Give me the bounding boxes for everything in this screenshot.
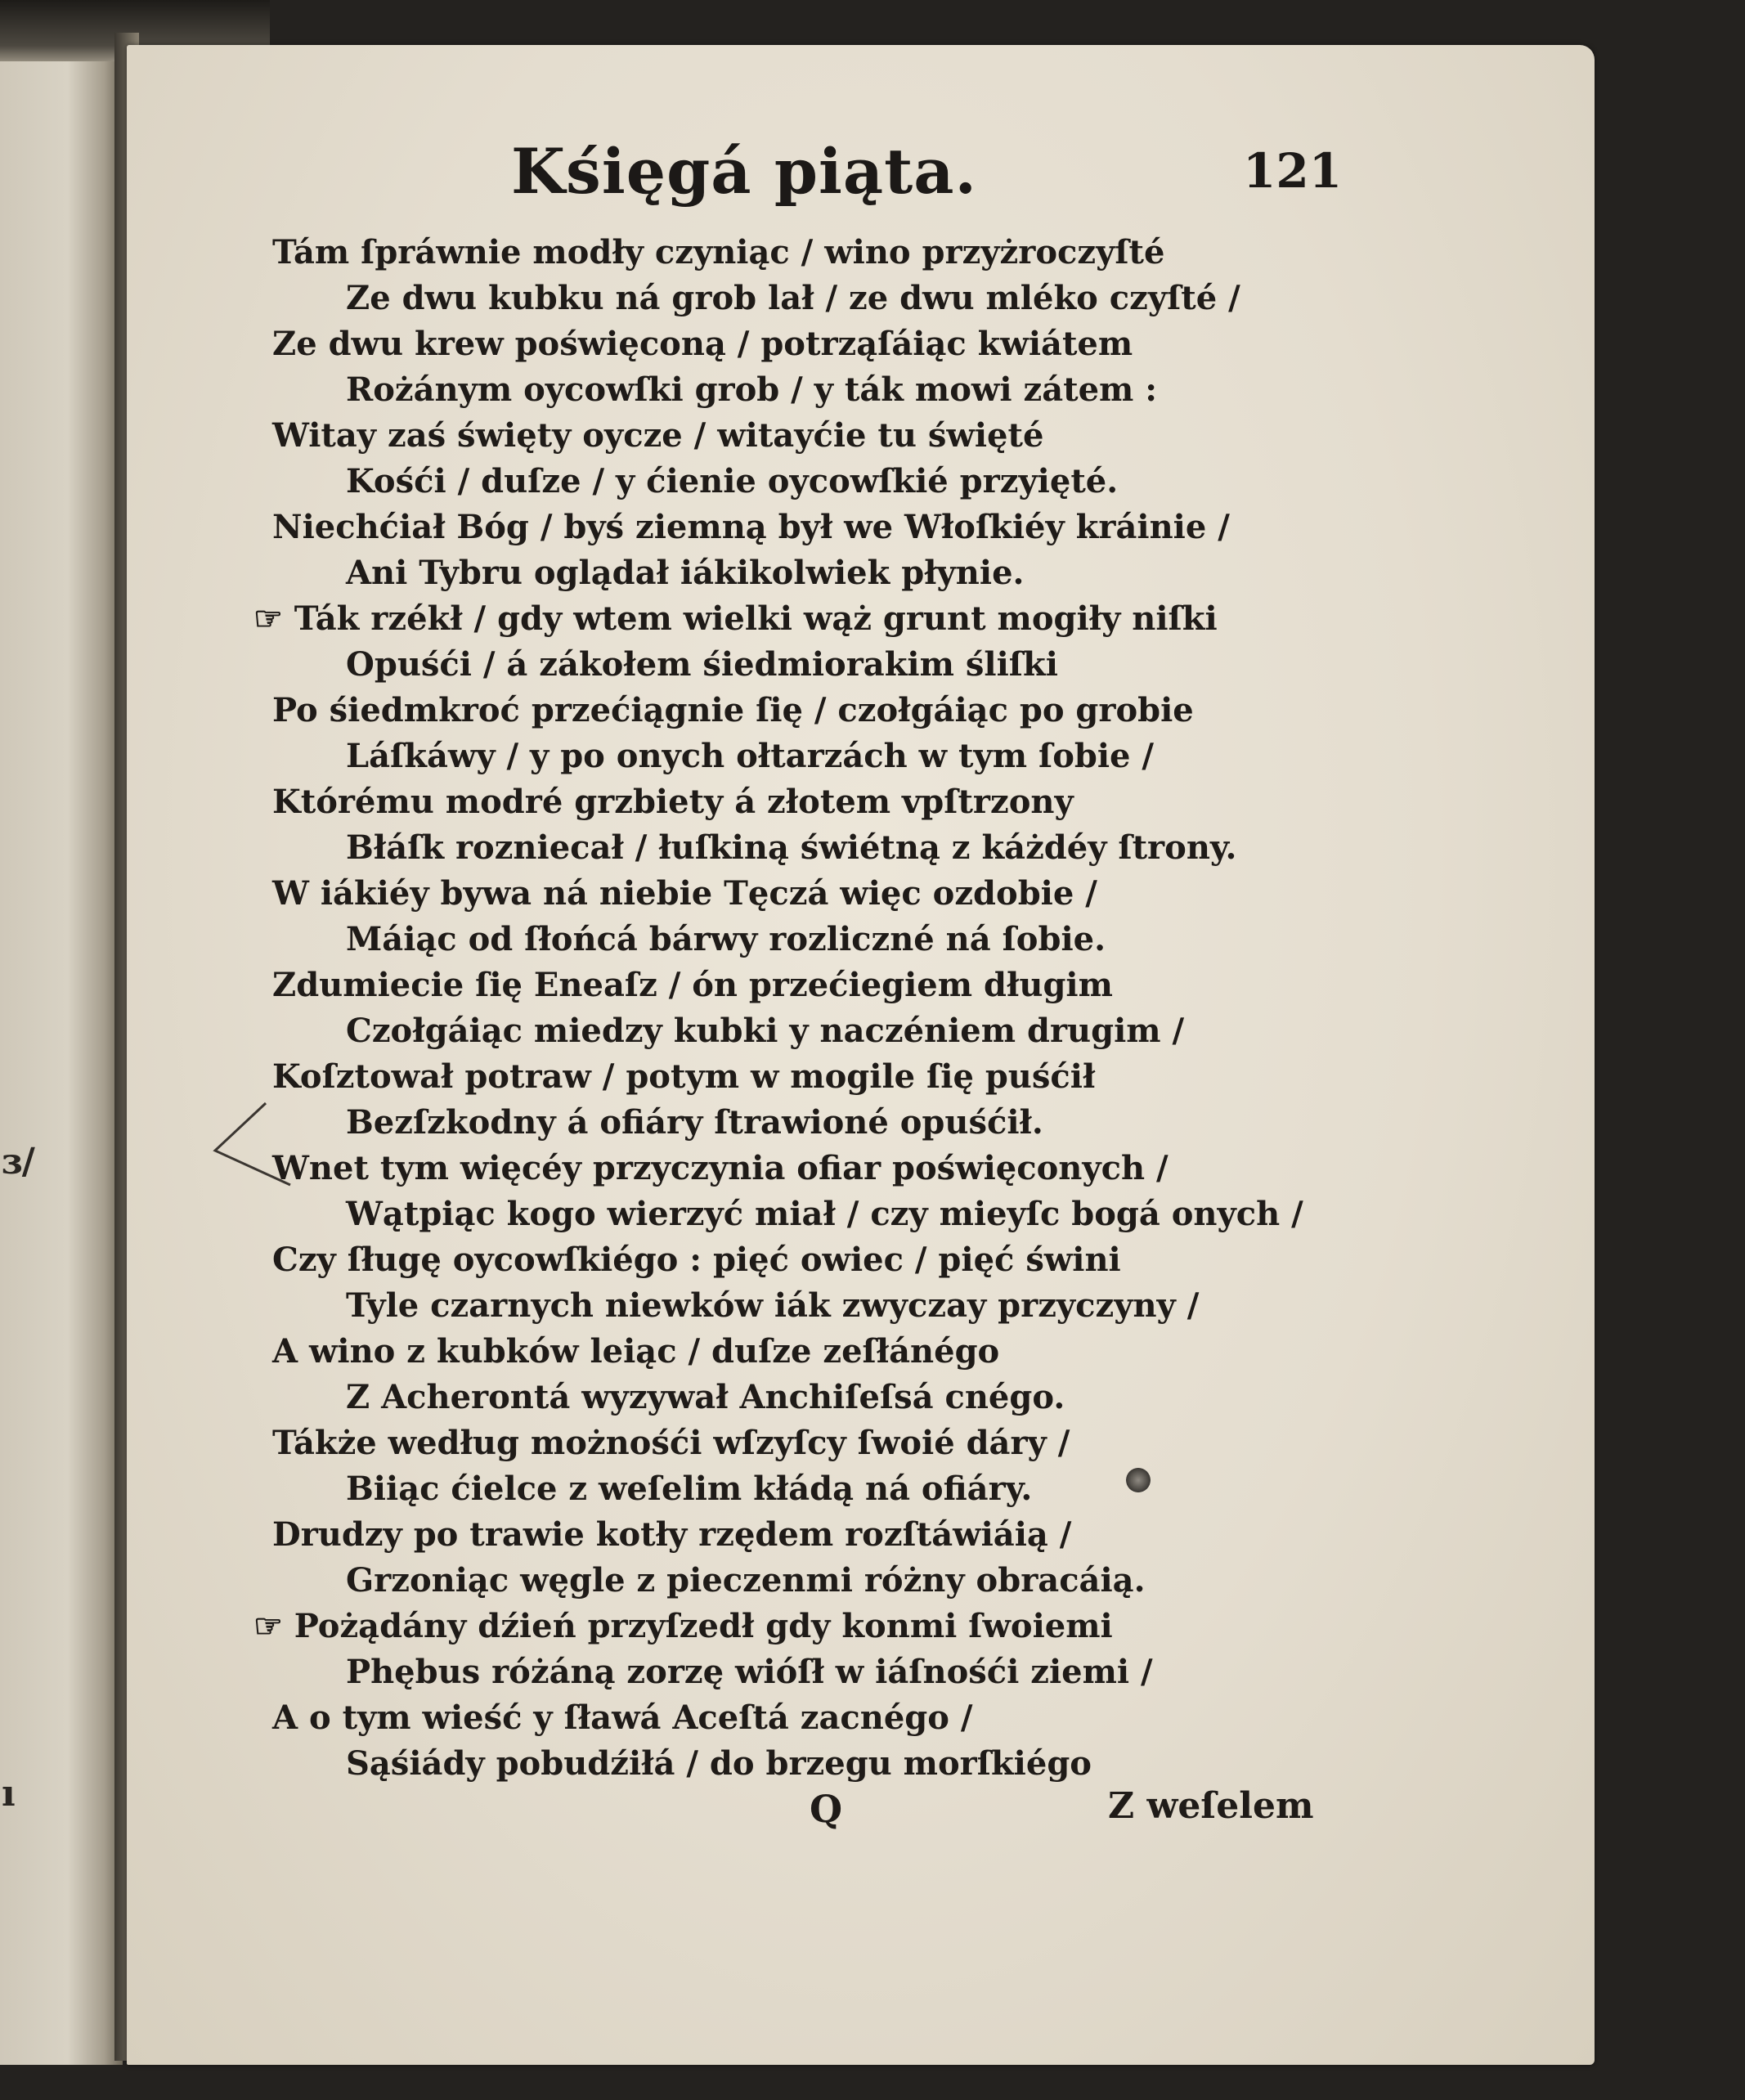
left-page-mark: ı xyxy=(2,1773,16,1815)
verse-line: Láſkáwy / y po onych ołtarzách w tym ſobie / xyxy=(346,737,1155,775)
verse-line: Ze dwu kubku ná grob lał / ze dwu mléko czyſté / xyxy=(346,279,1240,317)
verse-line: Ani Tybru oglądał iákikolwiek płynie. xyxy=(346,554,1025,592)
verse-line: Z Acherontá wyzywał Anchiſeſsá cnégo. xyxy=(346,1378,1065,1416)
verse-line: Kośći / duſze / y ćienie oycowſkié przyięté. xyxy=(346,462,1119,500)
verse-line: ☞ Ták rzékł / gdy wtem wielki wąż grunt mogiły niſki xyxy=(253,599,1218,638)
verse-line: Phębus różáną zorzę wióſł w iáſnośći ziemi / xyxy=(346,1653,1153,1691)
verse-line: Witay zaś święty oycze / witayćie tu święté xyxy=(272,416,1044,455)
verse-line: W iákiéy bywa ná niebie Tęczá więc ozdobie / xyxy=(272,874,1097,913)
running-head: Kśięgá piąta. xyxy=(511,135,977,208)
ink-blot xyxy=(1126,1468,1151,1492)
verse-line: Sąśiády pobudźiłá / do brzegu morſkiégo xyxy=(346,1744,1092,1783)
verse-line: Bezſzkodny á ofiáry ſtrawioné opuśćił. xyxy=(346,1103,1043,1142)
verse-line: Drudzy po trawie kotły rzędem rozſtáwiáią / xyxy=(272,1515,1072,1554)
verse-line: Tákże według możnośći wſzyſcy ſwoié dáry / xyxy=(272,1424,1070,1462)
verse-line: Wątpiąc kogo wierzyć miał / czy mieyſc bogá onych / xyxy=(346,1195,1303,1233)
verse-line: Tyle czarnych niewków iák zwyczay przyczyny / xyxy=(346,1286,1200,1325)
signature-mark: Q xyxy=(810,1787,843,1831)
verse-line: Máiąc od ſłońcá bárwy rozliczné ná ſobie. xyxy=(346,920,1106,958)
book-page xyxy=(127,45,1595,2065)
catchword: Z weſelem xyxy=(1108,1785,1314,1827)
verse-line: Grzoniąc węgle z pieczenmi różny obracáią. xyxy=(346,1561,1146,1600)
verse-line: Tám ſpráwnie modły czyniąc / wino przyżroczyſté xyxy=(272,233,1165,271)
page-number: 121 xyxy=(1243,143,1343,199)
verse-line: A wino z kubków leiąc / duſze zeſłánégo xyxy=(272,1332,1000,1371)
previous-page-edge xyxy=(0,61,123,2065)
verse-line: Którému modré grzbiety á złotem vpſtrzony xyxy=(272,783,1074,821)
verse-line: ☞ Pożądány dźień przyſzedł gdy konmi ſwoiemi xyxy=(253,1607,1113,1645)
verse-line: Czy ſługę oycowſkiégo : pięć owiec / pięć świni xyxy=(272,1241,1121,1279)
verse-line: Czołgáiąc miedzy kubki y naczéniem drugim / xyxy=(346,1012,1185,1050)
verse-line: Koſztował potraw / potym w mogile ſię puśćił xyxy=(272,1057,1096,1096)
verse-line: Ze dwu krew poświęconą / potrząſáiąc kwiátem xyxy=(272,325,1133,363)
verse-line: Zdumiecie ſię Eneaſz / ón przećiegiem długim xyxy=(272,966,1113,1004)
verse-line: Opuśći / á zákołem śiedmiorakim śliſki xyxy=(346,645,1058,684)
left-page-mark: ɜ/ xyxy=(2,1141,35,1182)
verse-line: Rożánym oycowſki grob / y ták mowi zátem : xyxy=(346,370,1158,409)
verse-line: Wnet tym więcéy przyczynia ofiar poświęconych / xyxy=(272,1149,1169,1187)
verse-line: Po śiedmkroć przećiągnie ſię / czołgáiąc po grobie xyxy=(272,691,1194,729)
margin-bracket-mark xyxy=(209,1100,298,1190)
verse-line: Niechćiał Bóg / byś ziemną był we Włoſkiéy kráinie / xyxy=(272,508,1230,546)
verse-line: Biiąc ćielce z weſelim kłádą ná ofiáry. xyxy=(346,1470,1033,1508)
verse-line: A o tym wieść y ſławá Aceſtá zacnégo / xyxy=(272,1698,973,1737)
verse-line: Błáſk rozniecał / łuſkiną świétną z káżdéy ſtrony. xyxy=(346,828,1237,867)
